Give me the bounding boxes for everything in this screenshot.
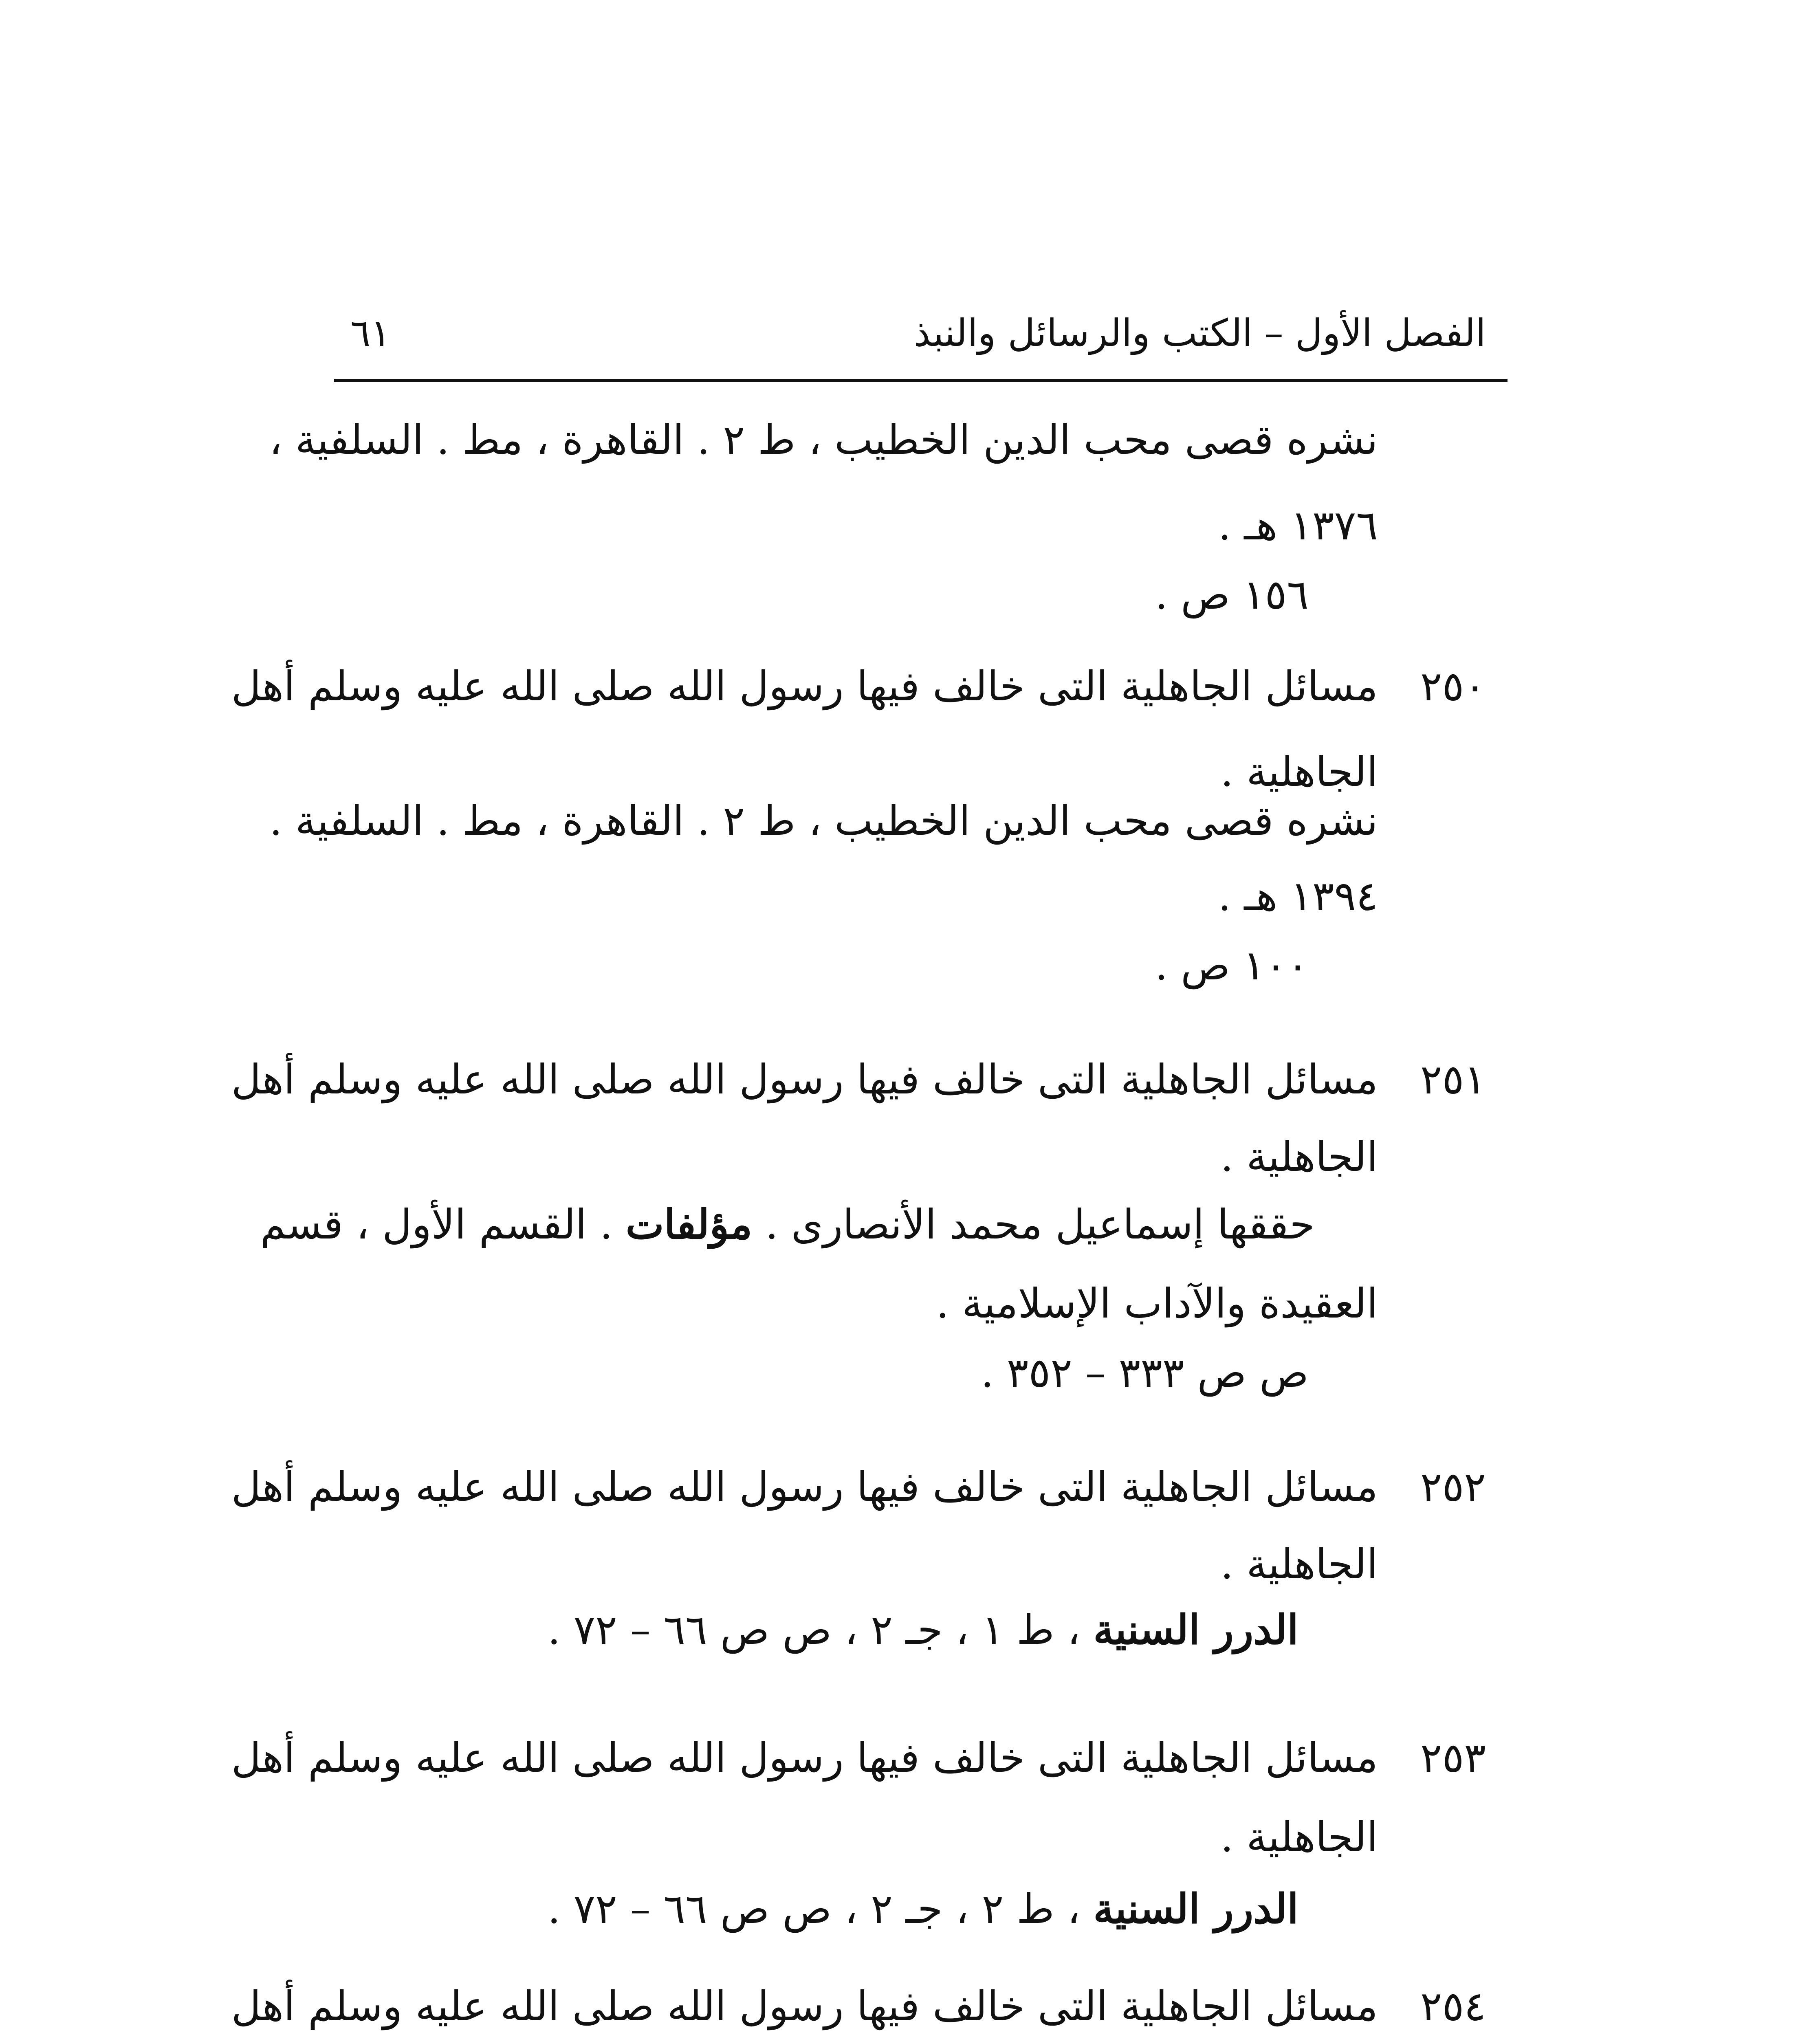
entry-pages: ص ص ٣٣٣ – ٣٥٢ . — [981, 1349, 1309, 1397]
entry-title-line: الجاهلية . — [1220, 1540, 1378, 1588]
entry-title-line: الجاهلية . — [1220, 748, 1378, 796]
entry-title-line: مسائل الجاهلية التى خالف فيها رسول الله صلى الله عليه وسلم أهل — [231, 1982, 1378, 2030]
prev-entry-year: ١٣٧٦ هـ . — [1218, 502, 1378, 549]
entry-publisher-line: العقيدة والآداب الإسلامية . — [936, 1280, 1378, 1327]
entry-number: ٢٥٠ — [1420, 662, 1486, 710]
prev-entry-pages: ١٥٦ ص . — [1155, 571, 1309, 618]
page-number: ٦١ — [350, 311, 391, 355]
entry-number: ٢٥١ — [1420, 1056, 1486, 1103]
entry-title-line: مسائل الجاهلية التى خالف فيها رسول الله صلى الله عليه وسلم أهل — [231, 1056, 1378, 1103]
entry-title-line: مسائل الجاهلية التى خالف فيها رسول الله صلى الله عليه وسلم أهل — [231, 1734, 1378, 1782]
source-title: الدرر السنية — [1093, 1885, 1298, 1933]
entry-pages: ١٠٠ ص . — [1155, 942, 1309, 989]
entry-title-line: الجاهلية . — [1220, 1133, 1378, 1181]
entry-title-line: مسائل الجاهلية التى خالف فيها رسول الله صلى الله عليه وسلم أهل — [231, 662, 1378, 710]
entry-title-line: مسائل الجاهلية التى خالف فيها رسول الله صلى الله عليه وسلم أهل — [231, 1463, 1378, 1511]
editor-text: حققها إسماعيل محمد الأنصارى . — [765, 1201, 1315, 1248]
running-header-title: الفصل الأول – الكتب والرسائل والنبذ — [913, 311, 1486, 355]
source-title: الدرر السنية — [1093, 1606, 1298, 1654]
source-title: مؤلفات — [625, 1200, 753, 1248]
entry-number: ٢٥٢ — [1420, 1463, 1486, 1511]
header-rule — [334, 379, 1507, 382]
section-text: . القسم الأول ، قسم — [260, 1201, 613, 1248]
source-details: ، ط ١ ، جـ ٢ ، ص ص ٦٦ – ٧٢ . — [547, 1606, 1081, 1654]
entry-year: ١٣٩٤ هـ . — [1218, 872, 1378, 920]
entry-number: ٢٥٣ — [1420, 1734, 1486, 1782]
entry-source-line — [547, 1885, 1298, 1933]
prev-entry-publisher-line: نشره قصى محب الدين الخطيب ، ط ٢ . القاهرة ، مط . السلفية ، — [269, 416, 1378, 464]
entry-source-line — [547, 1606, 1298, 1654]
entry-number: ٢٥٤ — [1420, 1982, 1486, 2030]
source-details: ، ط ٢ ، جـ ٢ ، ص ص ٦٦ – ٧٢ . — [547, 1885, 1081, 1933]
entry-publisher-line: نشره قصى محب الدين الخطيب ، ط ٢ . القاهرة ، مط . السلفية . — [269, 797, 1378, 845]
entry-publisher-line — [260, 1200, 1315, 1248]
entry-title-line: الجاهلية . — [1220, 1813, 1378, 1861]
